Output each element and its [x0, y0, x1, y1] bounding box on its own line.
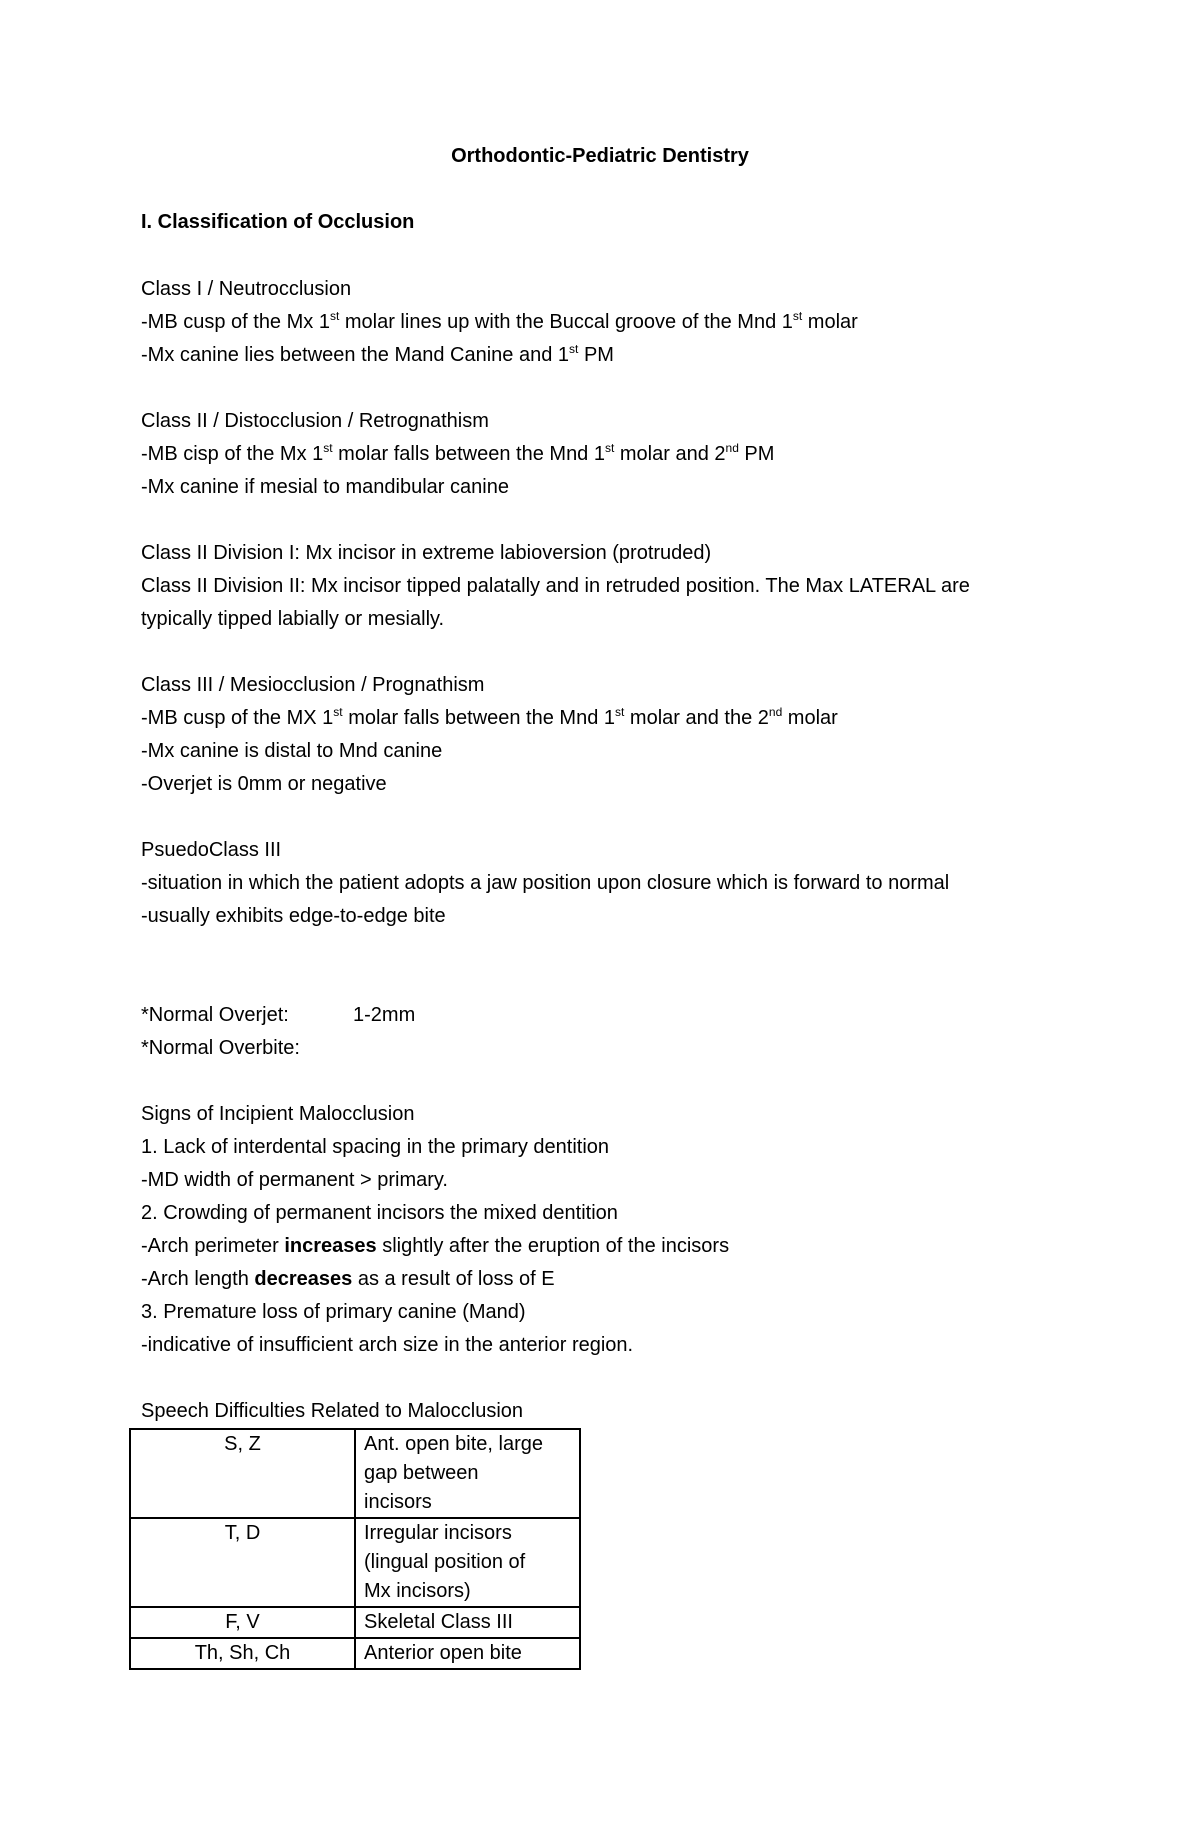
- speech-difficulties-table: [129, 1428, 581, 1670]
- class3-heading: Class III / Mesiocclusion / Prognathism: [141, 674, 485, 696]
- sound-cell: F, V: [130, 1607, 355, 1638]
- normal-overjet-label: *Normal Overjet:: [141, 1004, 289, 1026]
- sound-cell: T, D: [130, 1518, 355, 1607]
- section-heading-classification: I. Classification of Occlusion: [141, 211, 415, 233]
- cause-cell: Irregular incisors (lingual position of Mx incisors): [355, 1518, 580, 1607]
- table-row: [130, 1518, 580, 1607]
- table-row: [130, 1607, 580, 1638]
- signs-line-7: -indicative of insufficient arch size in the anterior region.: [141, 1334, 634, 1356]
- document-title: Orthodontic-Pediatric Dentistry: [451, 145, 749, 167]
- class3-line-3: -Overjet is 0mm or negative: [141, 773, 387, 795]
- signs-line-1: 1. Lack of interdental spacing in the primary dentition: [141, 1136, 610, 1158]
- signs-line-2: -MD width of permanent > primary.: [141, 1169, 448, 1191]
- pseudo-class3-line-2: -usually exhibits edge-to-edge bite: [141, 905, 446, 927]
- table-row: [130, 1429, 580, 1518]
- signs-heading: Signs of Incipient Malocclusion: [141, 1103, 415, 1125]
- class3-line-2: -Mx canine is distal to Mnd canine: [141, 740, 443, 762]
- signs-line-3: 2. Crowding of permanent incisors the mixed dentition: [141, 1202, 618, 1224]
- pseudo-class3-line-1: -situation in which the patient adopts a jaw position upon closure which is forward to normal: [141, 872, 950, 894]
- class2-division-2-line-1: Class II Division II: Mx incisor tipped palatally and in retruded position. The Max LATERAL are: [141, 575, 970, 597]
- signs-line-5: -Arch length decreases as a result of loss of E: [141, 1268, 555, 1290]
- class3-line-1: -MB cusp of the MX 1st molar falls between the Mnd 1st molar and the 2nd molar: [141, 705, 838, 729]
- signs-line-4: -Arch perimeter increases slightly after the eruption of the incisors: [141, 1235, 730, 1257]
- cause-cell: Ant. open bite, large gap between incisors: [355, 1429, 580, 1518]
- cause-cell: Anterior open bite: [355, 1638, 580, 1669]
- normal-overjet-value: 1-2mm: [353, 1004, 416, 1026]
- pseudo-class3-heading: PsuedoClass III: [141, 839, 282, 861]
- normal-overbite-label: *Normal Overbite:: [141, 1037, 300, 1059]
- class2-line-2: -Mx canine if mesial to mandibular canine: [141, 476, 509, 498]
- class2-division-1: Class II Division I: Mx incisor in extreme labioversion (protruded): [141, 542, 712, 564]
- class2-division-2-line-2: typically tipped labially or mesially.: [141, 608, 445, 630]
- table-row: [130, 1638, 580, 1669]
- cause-cell: Skeletal Class III: [355, 1607, 580, 1638]
- class1-line-1: -MB cusp of the Mx 1st molar lines up with the Buccal groove of the Mnd 1st molar: [141, 309, 858, 333]
- sound-cell: S, Z: [130, 1429, 355, 1518]
- speech-heading: Speech Difficulties Related to Malocclusion: [141, 1400, 524, 1422]
- sound-cell: Th, Sh, Ch: [130, 1638, 355, 1669]
- class2-heading: Class II / Distocclusion / Retrognathism: [141, 410, 489, 432]
- class2-line-1: -MB cisp of the Mx 1st molar falls between the Mnd 1st molar and 2nd PM: [141, 441, 775, 465]
- class1-line-2: -Mx canine lies between the Mand Canine and 1st PM: [141, 342, 614, 366]
- class1-heading: Class I / Neutrocclusion: [141, 278, 352, 300]
- signs-line-6: 3. Premature loss of primary canine (Mand): [141, 1301, 526, 1323]
